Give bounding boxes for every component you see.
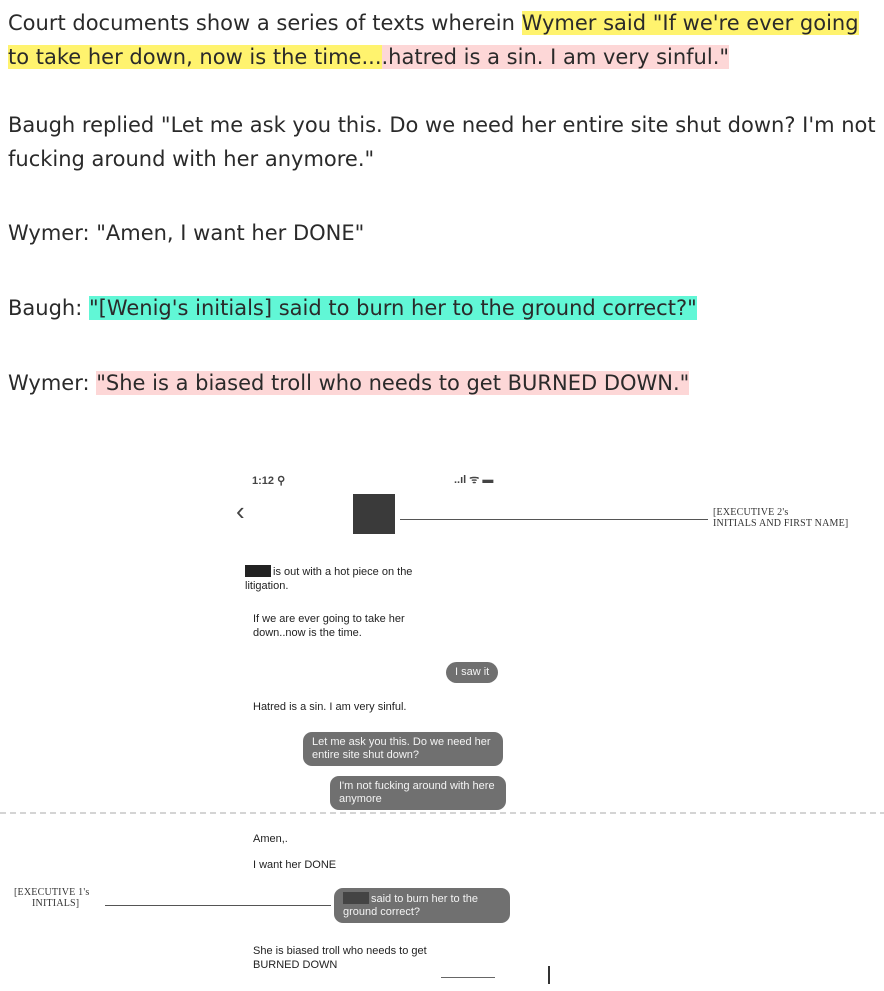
status-icons: ..ıl ᯤ ▬ [454, 474, 494, 486]
message-m5: Let me ask you this. Do we need her entire site shut down? [303, 732, 503, 766]
paragraph-baugh-burn [8, 291, 876, 366]
intro-text: Court documents show a series of texts wherein [8, 11, 522, 35]
paragraph-baugh-reply: Baugh replied "Let me ask you this. Do we need her entire site shut down? I'm not fucking around with her anymore." [8, 113, 876, 171]
highlight-troll-quote: "She is a biased troll who needs to get BURNED DOWN." [96, 371, 690, 395]
exec1-label: [EXECUTIVE 1's INITIALS] [14, 887, 90, 909]
paragraph-wymer-troll [8, 366, 876, 400]
message-m8: I want her DONE [253, 859, 337, 871]
redaction-block [245, 565, 271, 577]
redaction-block [343, 892, 369, 904]
highlight-wymer-quote: Wymer said "If we're ever going to take her down, now is the time... [8, 11, 859, 69]
exec2-label: [EXECUTIVE 2's INITIALS AND FIRST NAME] [713, 507, 849, 529]
message-m9: said to burn her to the ground correct? [334, 888, 510, 923]
message-m1: is out with a hot piece on the litigation. [245, 566, 413, 592]
scan-mark [548, 966, 550, 984]
message-m10: She is biased troll who needs to get BURNED DOWN [253, 945, 427, 971]
message-m3: I saw it [446, 662, 498, 683]
avatar-redacted [353, 494, 395, 534]
speaker-label: Wymer: [8, 371, 97, 395]
paragraph-court-documents [8, 6, 876, 108]
paragraph-wymer-done: Wymer: "Amen, I want her DONE" [8, 221, 365, 245]
scan-page-break [0, 812, 884, 814]
article-body [8, 6, 876, 400]
message-m7: Amen,. [253, 833, 288, 845]
speaker-label: Baugh: [8, 296, 89, 320]
highlight-burn-quote: "[Wenig's initials] said to burn her to the ground correct?" [88, 296, 697, 320]
exec2-leader-line [400, 519, 708, 520]
message-m6: I'm not fucking around with here anymore [330, 776, 506, 810]
status-time: 1:12 ⚲ [252, 475, 286, 487]
scan-underline [441, 977, 495, 978]
highlight-hatred-quote: .hatred is a sin. I am very sinful." [381, 45, 730, 69]
message-m2: If we are ever going to take her down..now is the time. [253, 613, 405, 639]
message-m4: Hatred is a sin. I am very sinful. [253, 701, 407, 713]
exec1-leader-line [105, 905, 331, 906]
back-chevron-icon: ‹ [236, 496, 245, 526]
court-document-scan [0, 446, 884, 991]
